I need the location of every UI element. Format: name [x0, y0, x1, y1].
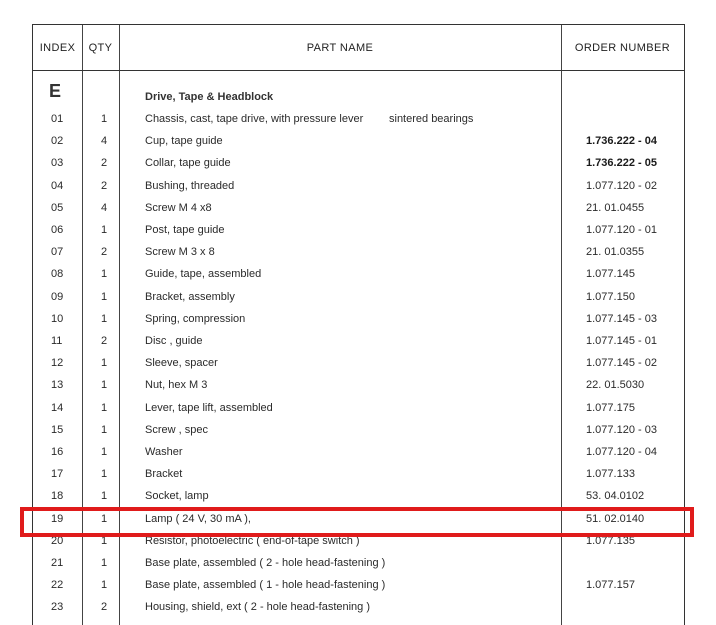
row-qty: 2	[100, 179, 108, 192]
header-qty: QTY	[88, 41, 113, 54]
row-order-number: 1.077.120 - 02	[586, 179, 657, 192]
table-row	[33, 153, 684, 175]
row-part-name: Cup, tape guide	[145, 135, 223, 148]
row-index: 07	[51, 246, 64, 259]
row-qty: 2	[100, 335, 108, 347]
row-order-number: 51. 02.0140	[586, 512, 645, 525]
row-index: 14	[51, 401, 64, 414]
row-index: 16	[51, 446, 64, 458]
table-row	[33, 109, 684, 131]
row-part-name: Resistor, photoelectric ( end-of-tape switch )	[145, 534, 360, 547]
row-order-number: 22. 01.5030	[586, 379, 645, 392]
row-qty: 1	[100, 379, 108, 392]
header-part-name: PART NAME	[306, 41, 374, 54]
row-order-number: 21. 01.0455	[586, 201, 645, 214]
table-row	[33, 442, 684, 464]
row-part-name: Post, tape guide	[145, 224, 225, 236]
row-part-name: Lamp ( 24 V, 30 mA ),	[145, 512, 251, 525]
row-order-number: 1.077.145 - 03	[586, 312, 657, 325]
table-row	[33, 575, 684, 597]
table-row	[33, 375, 684, 397]
row-index: 20	[51, 534, 64, 547]
row-order-number: 1.077.133	[586, 468, 635, 481]
row-qty: 1	[100, 490, 108, 503]
header-divider	[33, 70, 684, 71]
row-qty: 4	[100, 135, 108, 148]
table-row	[33, 198, 684, 220]
table-row	[33, 287, 684, 309]
row-index: 05	[51, 201, 64, 214]
row-index: 21	[51, 557, 64, 569]
table-row	[33, 597, 684, 619]
row-index: 03	[51, 157, 64, 170]
table-row	[33, 420, 684, 442]
row-index: 13	[51, 379, 64, 392]
row-part-name: Spring, compression	[145, 312, 246, 325]
row-part-name: Socket, lamp	[145, 490, 209, 503]
table-row	[33, 176, 684, 198]
row-part-name: Bracket	[145, 468, 183, 481]
row-qty: 1	[100, 312, 108, 325]
row-order-number: 1.077.150	[586, 290, 635, 303]
row-qty: 1	[100, 512, 108, 525]
table-row	[33, 131, 684, 153]
row-qty: 4	[100, 201, 108, 214]
row-index: 18	[51, 490, 64, 503]
row-index: 04	[51, 179, 64, 192]
row-qty: 1	[100, 224, 108, 236]
row-order-number: 1.077.157	[586, 579, 635, 592]
row-part-name: Screw , spec	[145, 423, 208, 436]
header-index: INDEX	[39, 41, 76, 54]
row-index: 15	[51, 423, 64, 436]
row-order-number: 1.077.145	[586, 268, 635, 281]
row-qty: 1	[100, 557, 108, 569]
highlight-box	[20, 507, 694, 537]
table-row	[33, 486, 684, 508]
row-qty: 1	[100, 113, 108, 125]
row-part-name: Screw M 3 x 8	[145, 246, 215, 259]
row-qty: 2	[100, 601, 108, 614]
row-part-name: Bracket, assembly	[145, 290, 235, 303]
table-row	[33, 353, 684, 375]
row-index: 10	[51, 312, 64, 325]
row-part-name: Screw M 4 x8	[145, 201, 212, 214]
row-part-name: Collar, tape guide	[145, 157, 231, 170]
row-qty: 1	[100, 579, 108, 592]
table-row	[33, 309, 684, 331]
table-row	[33, 331, 684, 353]
header-order-number: ORDER NUMBER	[574, 41, 671, 54]
row-qty: 2	[100, 157, 108, 170]
row-part-note: sintered bearings	[389, 113, 474, 125]
table-row	[33, 464, 684, 486]
table-row	[33, 553, 684, 575]
table-row	[33, 220, 684, 242]
table-row	[33, 264, 684, 286]
row-part-name: Nut, hex M 3	[145, 379, 208, 392]
row-part-name: Lever, tape lift, assembled	[145, 401, 273, 414]
row-part-name: Base plate, assembled ( 2 - hole head-fastening )	[145, 557, 386, 569]
row-order-number: 1.736.222 - 04	[586, 135, 657, 148]
section-title: Drive, Tape & Headblock	[145, 91, 274, 103]
row-order-number: 1.736.222 - 05	[586, 157, 657, 170]
row-index: 09	[51, 290, 64, 303]
row-index: 19	[51, 512, 64, 525]
row-order-number: 21. 01.0355	[586, 246, 645, 259]
row-part-name: Bushing, threaded	[145, 179, 235, 192]
row-index: 01	[51, 113, 64, 125]
row-qty: 1	[100, 401, 108, 414]
row-qty: 1	[100, 357, 108, 370]
row-qty: 1	[100, 423, 108, 436]
row-qty: 1	[100, 468, 108, 481]
row-order-number: 1.077.145 - 01	[586, 335, 657, 347]
row-part-name: Chassis, cast, tape drive, with pressure lever	[145, 113, 364, 125]
row-qty: 1	[100, 268, 108, 281]
row-index: 11	[51, 335, 63, 347]
row-part-name: Washer	[145, 446, 183, 458]
row-index: 12	[51, 357, 64, 370]
row-order-number: 1.077.120 - 01	[586, 224, 657, 236]
row-order-number: 1.077.120 - 04	[586, 446, 657, 458]
row-part-name: Guide, tape, assembled	[145, 268, 262, 281]
row-order-number: 53. 04.0102	[586, 490, 645, 503]
row-qty: 2	[100, 246, 108, 259]
table-row	[33, 398, 684, 420]
row-index: 17	[51, 468, 64, 481]
row-index: 02	[51, 135, 64, 148]
row-order-number: 1.077.175	[586, 401, 635, 414]
row-index: 22	[51, 579, 64, 592]
row-part-name: Base plate, assembled ( 1 - hole head-fastening )	[145, 579, 386, 592]
row-order-number: 1.077.120 - 03	[586, 423, 657, 436]
row-order-number: 1.077.135	[586, 534, 635, 547]
row-part-name: Housing, shield, ext ( 2 - hole head-fastening )	[145, 601, 371, 614]
row-qty: 1	[100, 446, 108, 458]
table-row	[33, 242, 684, 264]
row-qty: 1	[100, 534, 108, 547]
row-index: 23	[51, 601, 64, 614]
section-letter: E	[49, 81, 62, 101]
row-qty: 1	[100, 290, 108, 303]
row-part-name: Sleeve, spacer	[145, 357, 218, 370]
row-index: 06	[51, 224, 64, 236]
row-part-name: Disc , guide	[145, 335, 203, 347]
row-order-number: 1.077.145 - 02	[586, 357, 657, 370]
row-index: 08	[51, 268, 64, 281]
